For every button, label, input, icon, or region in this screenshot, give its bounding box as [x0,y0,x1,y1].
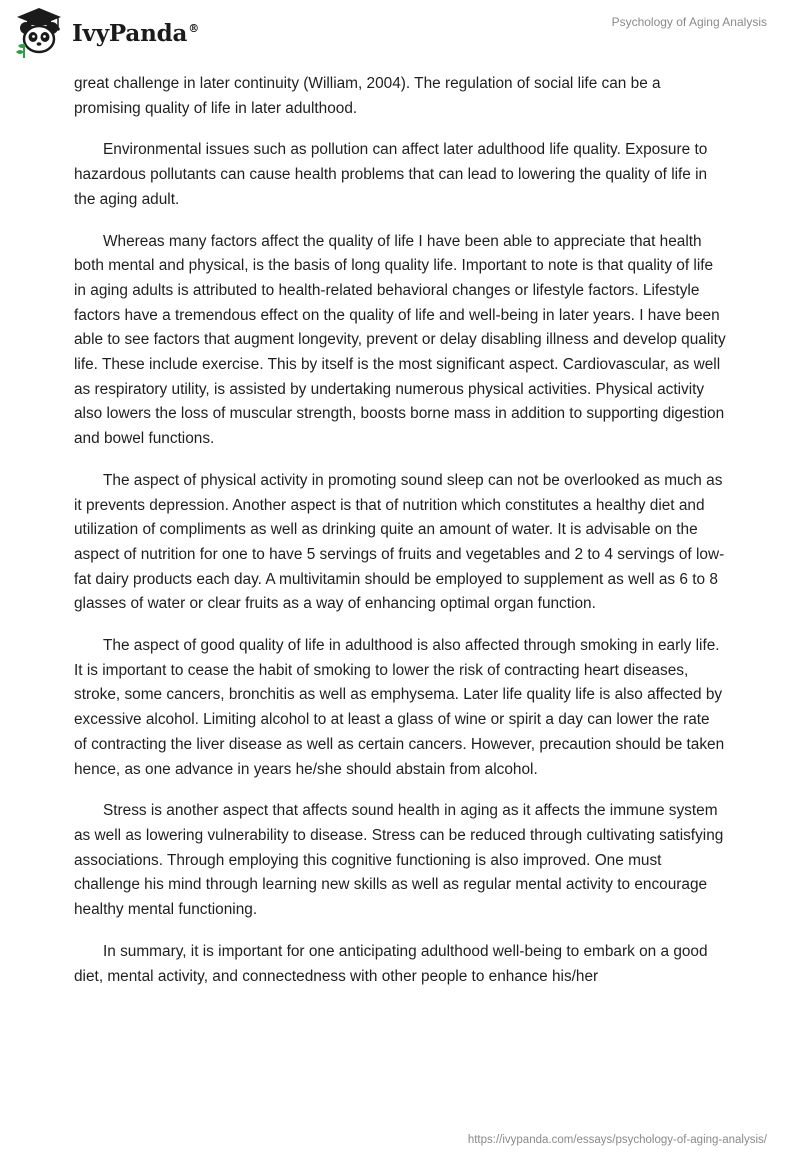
essay-body [74,72,726,1006]
paragraph: In summary, it is important for one anticipating adulthood well-being to embark on a good diet, mental activity, and connectedness with other people to enhance his/her [74,942,708,985]
ivypanda-logo[interactable] [12,6,199,60]
source-url-link[interactable]: https://ivypanda.com/essays/psychology-of-aging-analysis/ [467,1134,767,1146]
panda-graduate-icon [12,6,66,60]
paragraph: great challenge in later continuity (William, 2004). The regulation of social life can be a promising quality of life in later adulthood. [74,75,661,117]
registered-mark: ® [188,21,199,35]
page-header [0,0,800,68]
document-title: Psychology of Aging Analysis [611,15,767,29]
paragraph: The aspect of physical activity in promoting sound sleep can not be overlooked as much as it prevents depression. Another aspect is that of nutrition which constitutes a healthy diet and utilization of compliments as well as drinking quite an amount of water. It is advisable on the aspect of nutrition for one to have 5 servings of fruits and vegetables and 2 to 4 servings of low-fat dairy products each day. A multivitamin should be employed to supplement as well as 6 to 8 glasses of water or clear fruits as a way of enhancing optimal organ function. [74,471,725,613]
brand-name-text: IvyPanda [72,19,188,47]
brand-name [72,20,199,47]
paragraph: The aspect of good quality of life in adulthood is also affected through smoking in early life. It is important to cease the habit of smoking to lower the risk of contracting heart diseases, stroke, some cancers, bronchitis as well as emphysema. Later life quality life is also affected by excessive alcohol. Limiting alcohol to at least a glass of wine or spirit a day can lower the rate of contracting the liver disease as well as certain cancers. However, precaution should be taken hence, as one advance in years he/she should abstain from alcohol. [74,637,725,778]
paragraph: Stress is another aspect that affects sound health in aging as it affects the immune system as well as lowering vulnerability to disease. Stress can be reduced through cultivating satisfying associations. Through employing this cognitive functioning is also improved. One must challenge his mind through learning new skills as well as regular mental activity to encourage healthy mental functioning. [74,802,724,919]
paragraph: Whereas many factors affect the quality of life I have been able to appreciate that health both mental and physical, is the basis of long quality life. Important to note is that quality of life in aging adults is attributed to health-related behavioral changes or lifestyle factors. Lifestyle factors have a tremendous effect on the quality of life and well-being in later years. I have been able to see factors that augment longevity, prevent or delay disabling illness and develop quality life. These include exercise. This by itself is the most significant aspect. Cardiovascular, as well as respiratory utility, is assisted by undertaking numerous physical activities. Physical activity also lowers the loss of muscular strength, boosts borne mass in addition to supporting digestion and bowel functions. [74,232,726,448]
paragraph: Environmental issues such as pollution can affect later adulthood life quality. Exposure to hazardous pollutants can cause health problems that can lead to lowering the quality of life in the aging adult. [74,141,708,208]
